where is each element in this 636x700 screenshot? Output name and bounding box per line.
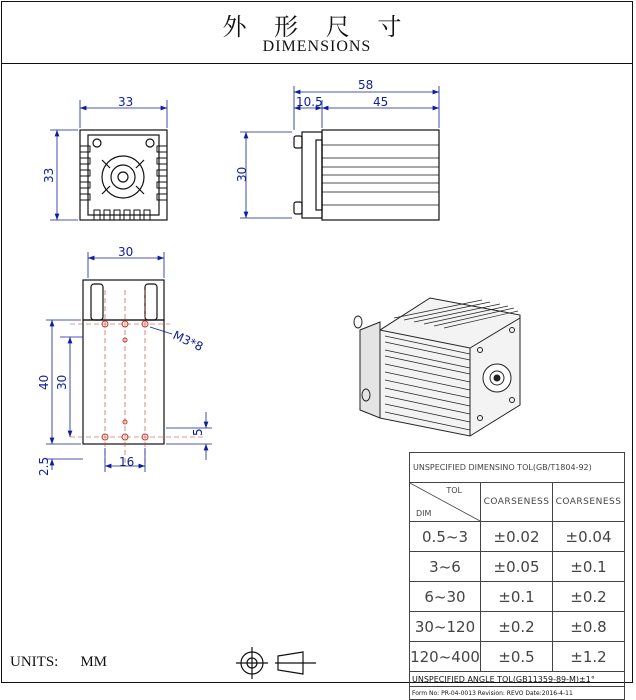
bottom-view xyxy=(70,280,205,465)
dim-side-total: 58 xyxy=(358,78,374,92)
dim-side-height: 30 xyxy=(235,166,249,182)
units-value: MM xyxy=(80,654,108,670)
dim-front-width: 33 xyxy=(118,95,134,109)
units-label xyxy=(10,654,129,671)
dim-bottom-5: 5 xyxy=(191,428,205,436)
units-title: UNITS: xyxy=(10,654,59,670)
dim-bottom-h40: 40 xyxy=(37,374,51,390)
form-info: Form No: PR-04-0013 Revision: REVO Date:2016-4-11 xyxy=(410,687,625,700)
dim-bottom-2-5: 2.5 xyxy=(37,456,51,476)
tol-dim-diagonal-cell xyxy=(410,483,481,522)
tolerance-table xyxy=(409,452,625,700)
front-dims xyxy=(50,100,167,220)
side-view xyxy=(294,130,439,220)
bottom-dims xyxy=(46,252,212,472)
tol-row: 6~30 ±0.1 ±0.2 xyxy=(410,582,625,612)
dim-side-left: 10.5 xyxy=(296,95,323,109)
side-dims xyxy=(240,86,439,218)
tol-row: 0.5~3 ±0.02 ±0.04 xyxy=(410,522,625,552)
title-english: DIMENSIONS xyxy=(262,38,372,55)
dim-bottom-h30: 30 xyxy=(55,374,69,390)
front-view xyxy=(80,130,167,220)
angle-tolerance: UNSPECIFIED ANGLE TOL(GB11359-89-M)±1° xyxy=(410,672,625,687)
dim-thread: M3*8 xyxy=(170,328,206,355)
title-chinese: 外 形 尺 寸 xyxy=(222,13,412,41)
dim-side-right: 45 xyxy=(373,95,389,109)
tol-label: TOL xyxy=(446,486,462,495)
dim-bottom-width: 30 xyxy=(118,245,134,259)
projection-symbol-icon xyxy=(236,647,316,679)
tol-row: 120~400 ±0.5 ±1.2 xyxy=(410,642,625,672)
tol-row: 3~6 ±0.05 ±0.1 xyxy=(410,552,625,582)
tol-col2-header: COARSENESS xyxy=(553,483,625,522)
dim-bottom-16: 16 xyxy=(119,455,135,469)
tolerance-header: UNSPECIFIED DIMENSINO TOL(GB/T1804-92) xyxy=(410,453,625,483)
isometric-view xyxy=(354,298,520,436)
dim-front-height: 33 xyxy=(42,167,56,183)
tol-col1-header: COARSENESS xyxy=(481,483,553,522)
dim-label: DIM xyxy=(416,509,432,518)
tol-row: 30~120 ±0.2 ±0.8 xyxy=(410,612,625,642)
